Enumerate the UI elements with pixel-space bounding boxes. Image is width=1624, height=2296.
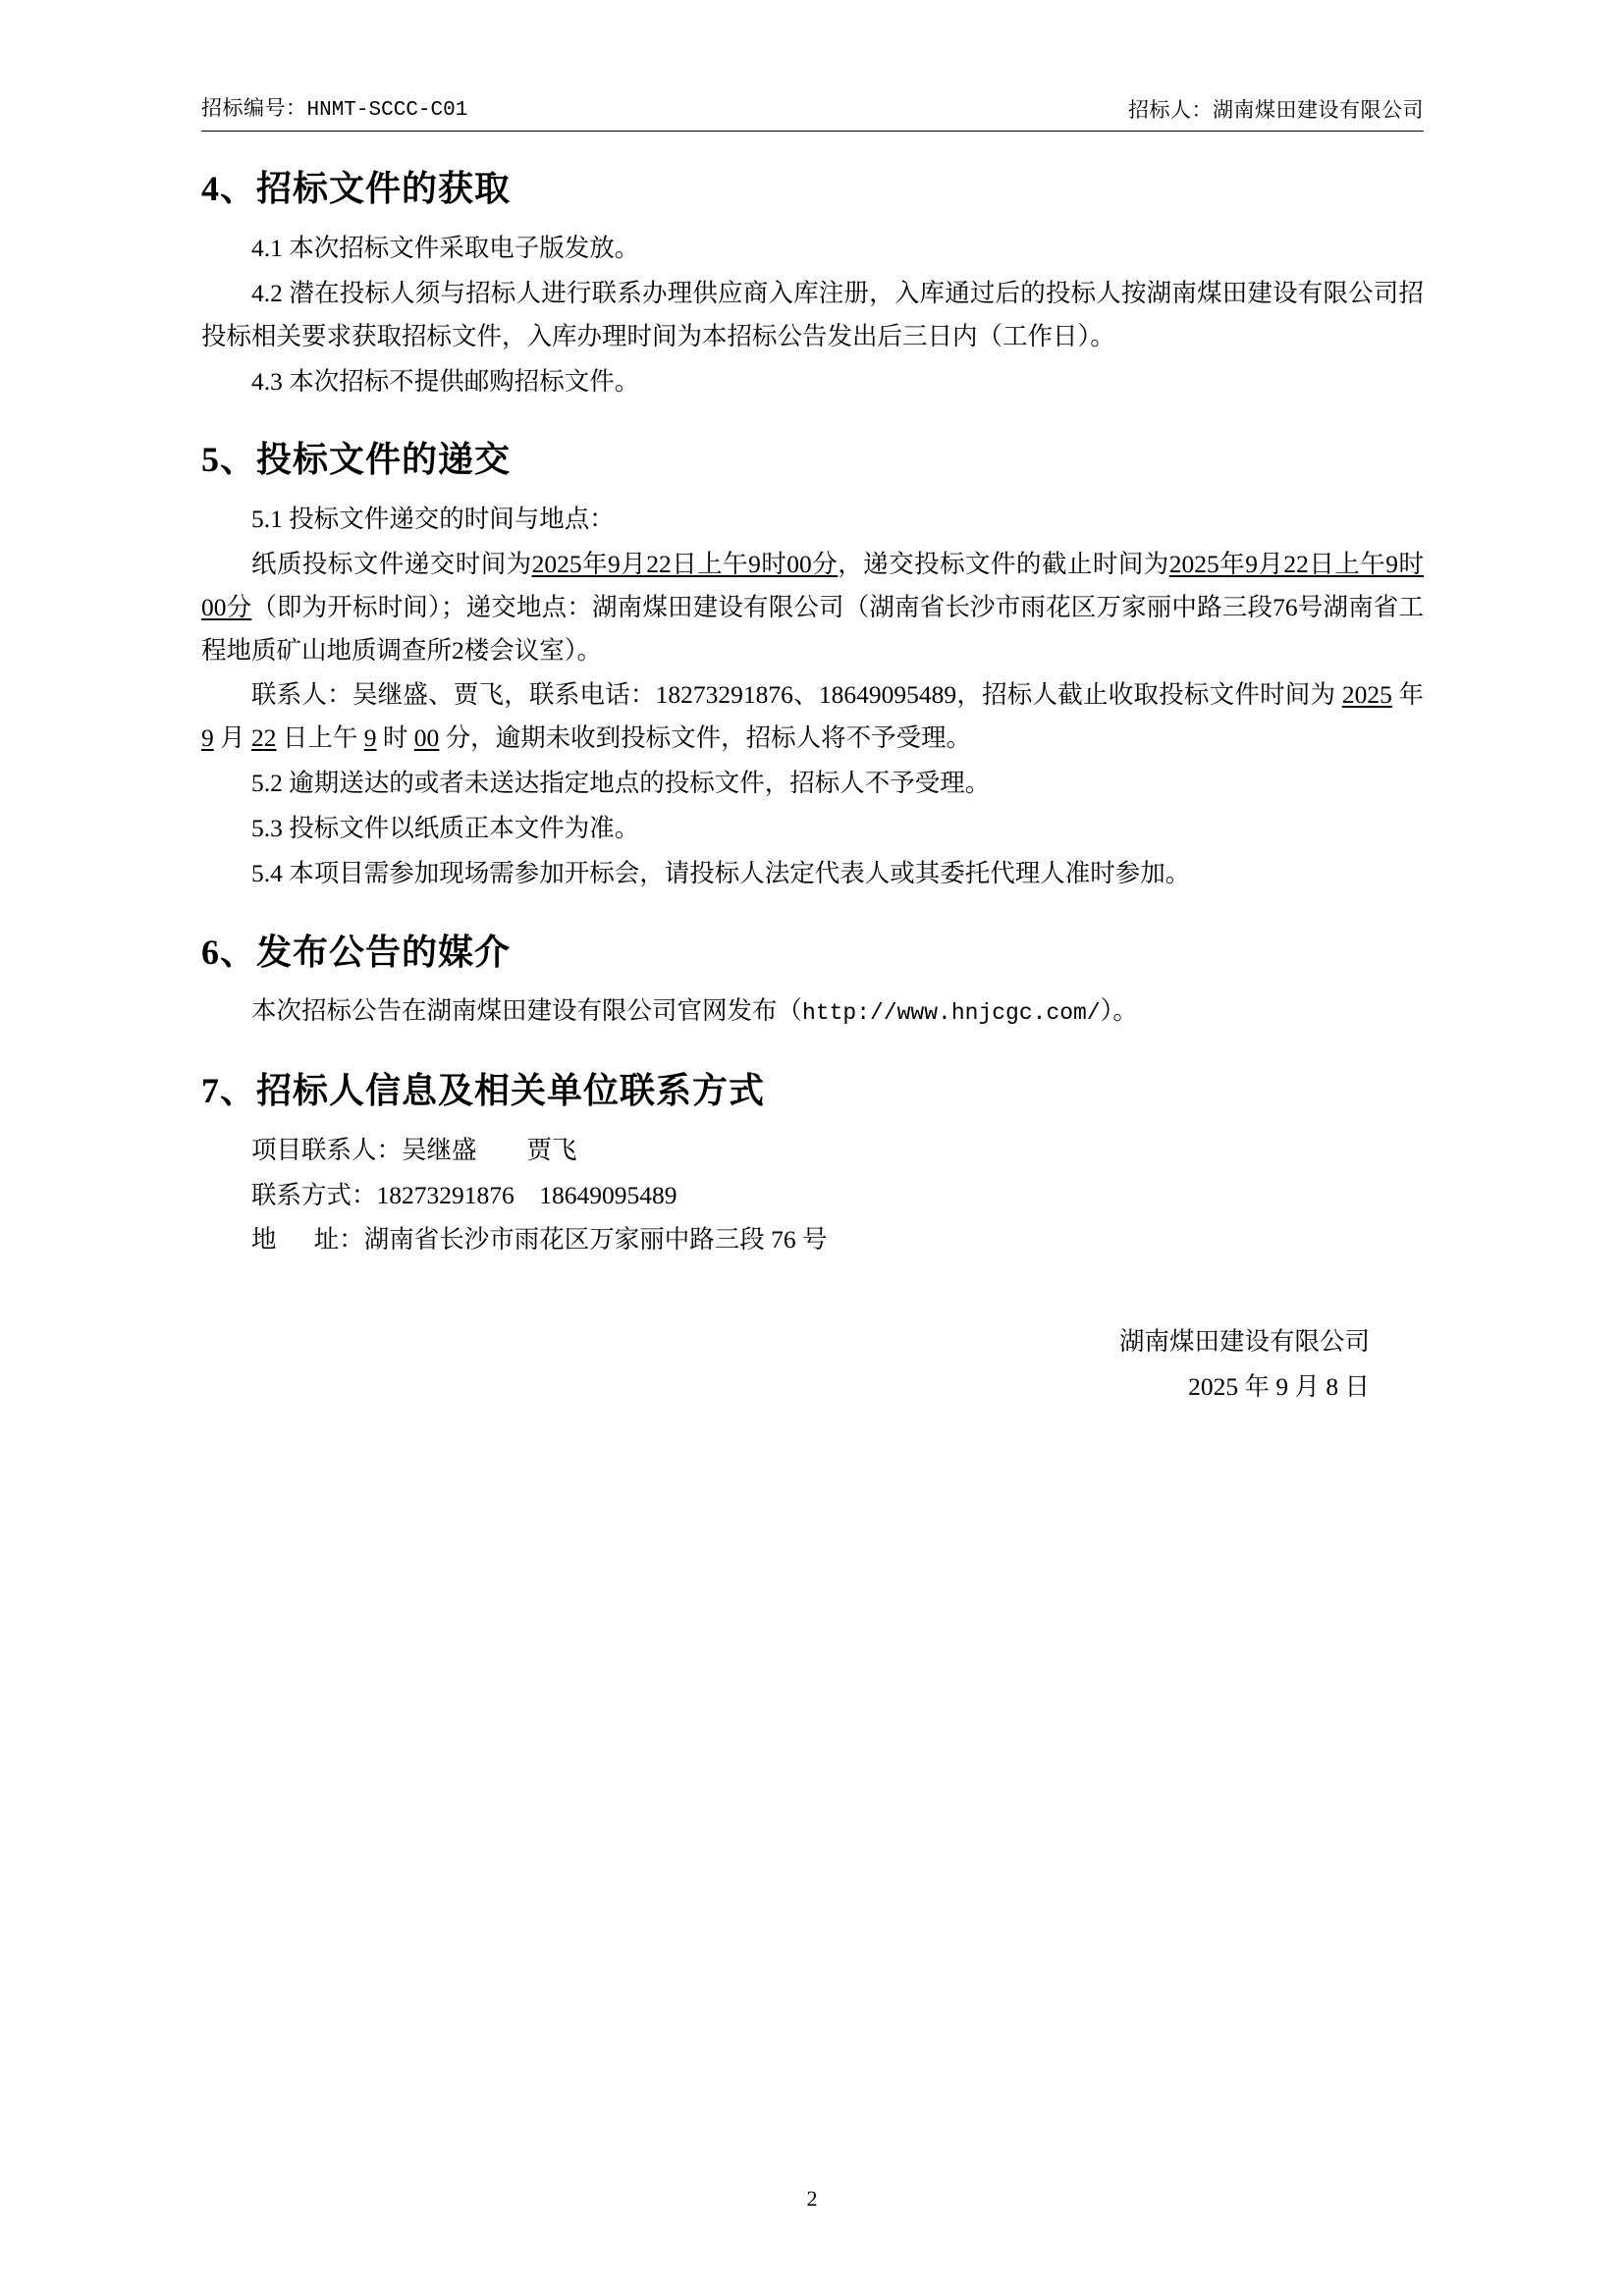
header-tender-number-value: HNMT-SCCC-C01 <box>306 99 468 122</box>
contact-block <box>201 1128 1424 1261</box>
submission-deadline-datetime: 2025年9月22日上午9时00分 <box>201 549 1424 621</box>
header-tender-number <box>201 94 467 125</box>
deadline-year: 2025 <box>1341 680 1392 710</box>
submission-location-text: （即为开标时间）；递交地点：湖南煤田建设有限公司（湖南省长沙市雨花区万家丽中路三段76号湖南省工程地质矿山地质调查所2楼会议室）。 <box>201 592 1424 665</box>
header-tenderee-value: 湖南煤田建设有限公司 <box>1213 98 1424 122</box>
deadline-day-unit: 日上午 <box>276 723 364 753</box>
section-4-title: 4、招标文件的获取 <box>201 169 512 209</box>
section-4-paragraph-1: 4.1 本次招标文件采取电子版发放。 <box>251 233 640 262</box>
section-5-paragraph-3 <box>201 673 1424 760</box>
section-4-paragraph-3: 4.3 本次招标不提供邮购招标文件。 <box>251 366 640 396</box>
section-5-paragraph-4: 5.2 逾期送达的或者未送达指定地点的投标文件，招标人不予受理。 <box>251 769 991 798</box>
section-5-paragraph-6: 5.4 本项目需参加现场需参加开标会，请投标人法定代表人或其委托代理人准时参加。 <box>251 858 1191 887</box>
announcement-prefix: 本次招标公告在湖南煤田建设有限公司官网发布（ <box>251 996 803 1026</box>
deadline-hour-unit: 时 <box>376 723 414 753</box>
deadline-day: 22 <box>251 723 277 753</box>
section-5-paragraph-1: 5.1 投标文件递交的时间与地点： <box>251 505 615 534</box>
deadline-month-unit: 月 <box>213 723 252 753</box>
contact-phones-line: 联系方式：18273291876 18649095489 <box>251 1180 677 1209</box>
contact-address-line: 地 址：湖南省长沙市雨花区万家丽中路三段 76 号 <box>251 1225 828 1255</box>
deadline-minute: 00 <box>413 723 440 753</box>
running-header <box>201 94 1424 132</box>
section-4-paragraph-2: 4.2 潜在投标人须与招标人进行联系办理供应商入库注册，入库通过后的投标人按湖南煤田建设有限公司招投标相关要求获取招标文件，入库办理时间为本招标公告发出后三日内（工作日）。 <box>201 278 1424 350</box>
section-6-paragraph-1 <box>201 989 1424 1034</box>
section-5-paragraph-5: 5.3 投标文件以纸质正本文件为准。 <box>251 814 640 843</box>
section-5-paragraph-2 <box>201 543 1424 672</box>
signature-date: 2025 年 9 月 8 日 <box>1188 1371 1370 1401</box>
submission-start-datetime: 2025年9月22日上午9时00分 <box>531 549 839 578</box>
contact-intro-text: 联系人：吴继盛、贾飞，联系电话：18273291876、18649095489，招标人截止收取投标文件时间为 <box>251 680 1342 710</box>
section-7-title: 7、招标人信息及相关单位联系方式 <box>201 1070 766 1110</box>
header-tenderee <box>1128 96 1424 125</box>
signature-block <box>201 1319 1424 1410</box>
submission-deadline-prefix: ，递交投标文件的截止时间为 <box>838 549 1169 578</box>
signature-company: 湖南煤田建设有限公司 <box>1118 1326 1370 1356</box>
official-website-url[interactable]: http://www.hnjcgc.com/ <box>802 1000 1101 1027</box>
submission-time-prefix: 纸质投标文件递交时间为 <box>251 549 532 578</box>
section-6-title: 6、发布公告的媒介 <box>201 932 512 972</box>
section-5-title: 5、投标文件的递交 <box>201 440 512 480</box>
deadline-month: 9 <box>201 723 214 753</box>
page-number: 2 <box>806 2186 818 2211</box>
deadline-year-unit: 年 <box>1391 680 1424 710</box>
header-tender-number-label: 招标编号： <box>201 96 307 120</box>
announcement-suffix: ）。 <box>1100 996 1138 1026</box>
page-content <box>201 94 1424 1409</box>
header-tenderee-label: 招标人： <box>1128 98 1213 122</box>
deadline-tail-text: 分，逾期未收到投标文件，招标人将不予受理。 <box>439 723 972 753</box>
deadline-hour: 9 <box>363 723 377 753</box>
contact-persons-line: 项目联系人：吴继盛 贾飞 <box>251 1136 577 1165</box>
